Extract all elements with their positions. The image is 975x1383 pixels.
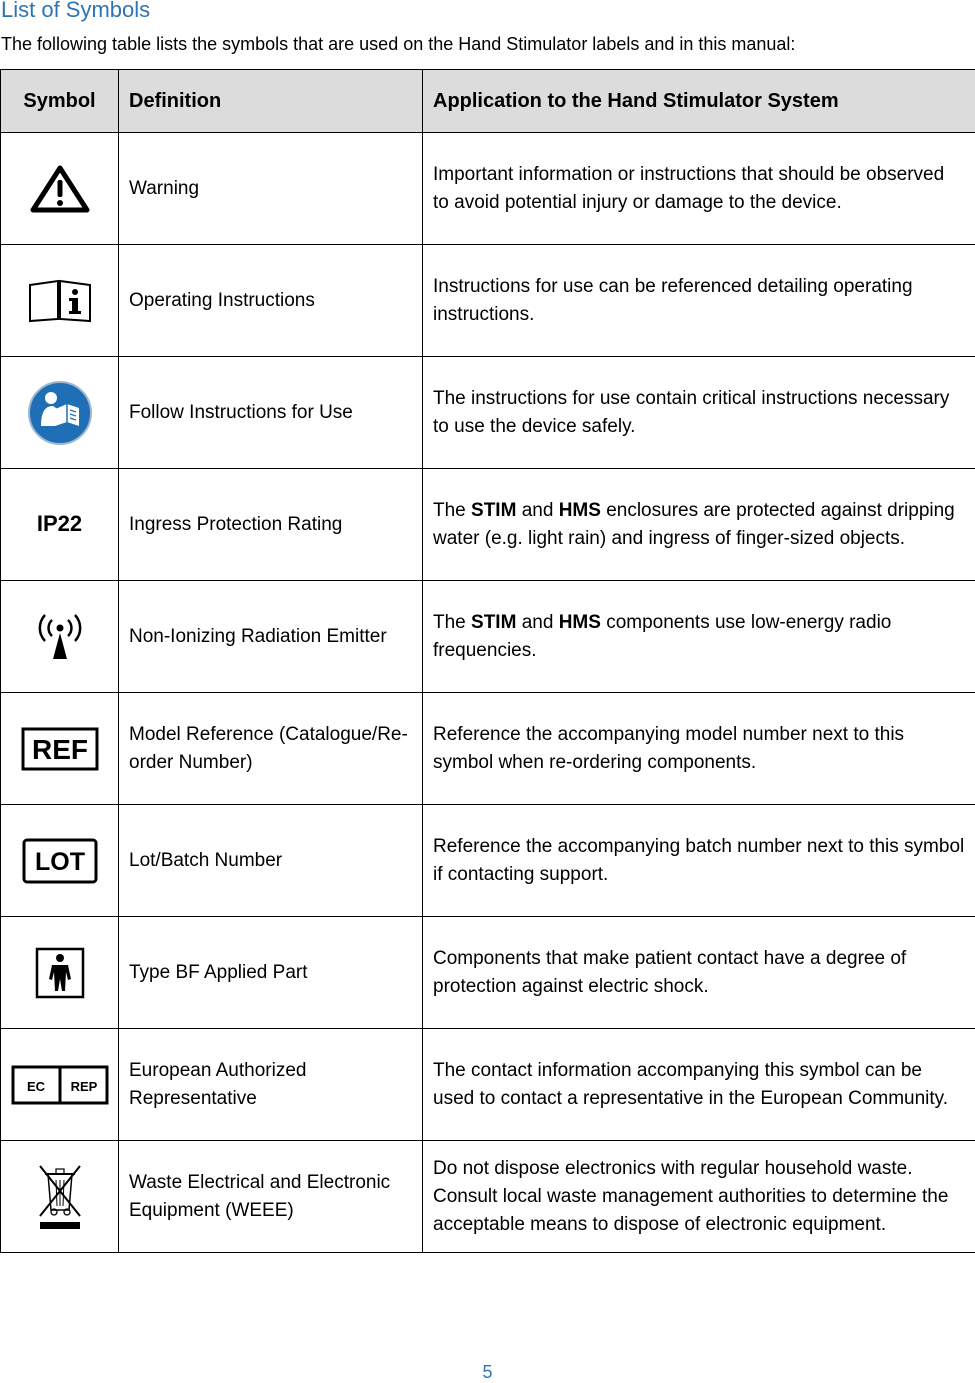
hms-label: HMS: [558, 611, 601, 633]
hms-label: HMS: [558, 499, 601, 521]
symbol-cell: [1, 469, 119, 581]
application-cell: Reference the accompanying batch number next to this symbol if contacting support.: [423, 805, 975, 917]
table-row: [1, 1029, 975, 1141]
definition-cell: Ingress Protection Rating: [119, 469, 423, 581]
application-text: The: [433, 499, 472, 521]
ref-icon: [21, 727, 99, 771]
symbol-cell: [1, 805, 119, 917]
application-text: and: [516, 611, 559, 633]
application-cell: Important information or instructions that should be observed to avoid potential injury or damage to the device.: [423, 133, 975, 245]
ip22-icon: IP22: [36, 510, 83, 536]
application-cell: The instructions for use contain critical instructions necessary to use the device safely.: [423, 357, 975, 469]
table-row: [1, 693, 975, 805]
application-cell: Do not dispose electronics with regular household waste. Consult local waste management authorities to determine the acceptable means to dispose of electronic equipment.: [423, 1141, 975, 1253]
intro-text: The following table lists the symbols that are used on the Hand Stimulator labels and in this manual:: [1, 34, 796, 54]
section-heading: List of Symbols: [1, 0, 151, 22]
header-symbol: Symbol: [1, 70, 119, 133]
table-row: [1, 1141, 975, 1253]
page-number: 5: [482, 1362, 493, 1382]
symbol-cell: [1, 245, 119, 357]
application-cell: Components that make patient contact have a degree of protection against electric shock.: [423, 917, 975, 1029]
symbol-cell: [1, 693, 119, 805]
application-cell: The contact information accompanying this symbol can be used to contact a representative in the European Community.: [423, 1029, 975, 1141]
table-row: [1, 245, 975, 357]
application-text: and: [516, 499, 559, 521]
application-text: enclosures are protected against dripping water (e.g. light rain) and ingress of finger-sized objects.: [433, 499, 955, 549]
definition-cell: Model Reference (Catalogue/Re-order Number): [119, 693, 423, 805]
application-text: The: [433, 611, 472, 633]
table-row: [1, 805, 975, 917]
application-text: components use low-energy radio frequencies.: [433, 611, 892, 661]
weee-bin-icon: [34, 1162, 86, 1232]
definition-cell: Lot/Batch Number: [119, 805, 423, 917]
definition-cell: European Authorized Representative: [119, 1029, 423, 1141]
stim-label: STIM: [471, 499, 517, 521]
symbols-table: [0, 69, 975, 1253]
definition-cell: Warning: [119, 133, 423, 245]
ec-rep-icon: [11, 1065, 109, 1105]
header-definition: Definition: [119, 70, 423, 133]
ec-rep-icon-left-text: EC: [26, 1078, 45, 1094]
ec-rep-icon-right-text: REP: [70, 1078, 97, 1094]
ref-icon-text: REF: [31, 733, 88, 765]
non-ionizing-radiation-icon: [30, 612, 90, 662]
table-row: [1, 469, 975, 581]
table-row: [1, 581, 975, 693]
symbol-cell: [1, 581, 119, 693]
definition-cell: Type BF Applied Part: [119, 917, 423, 1029]
definition-cell: Non-Ionizing Radiation Emitter: [119, 581, 423, 693]
symbol-cell: [1, 133, 119, 245]
warning-triangle-icon: [30, 164, 90, 214]
table-row: [1, 133, 975, 245]
operating-instructions-icon: [28, 279, 92, 323]
definition-cell: Operating Instructions: [119, 245, 423, 357]
definition-cell: Waste Electrical and Electronic Equipment (WEEE): [119, 1141, 423, 1253]
application-cell: Instructions for use can be referenced detailing operating instructions.: [423, 245, 975, 357]
table-row: [1, 917, 975, 1029]
stim-label: STIM: [471, 611, 517, 633]
application-cell: Reference the accompanying model number next to this symbol when re-ordering components.: [423, 693, 975, 805]
symbol-cell: [1, 917, 119, 1029]
symbol-cell: [1, 1141, 119, 1253]
type-bf-applied-part-icon: [35, 947, 85, 999]
lot-icon: [22, 838, 98, 884]
header-application: Application to the Hand Stimulator System: [423, 70, 975, 133]
symbol-cell: [1, 1029, 119, 1141]
application-cell: [423, 469, 975, 581]
table-row: [1, 357, 975, 469]
symbol-cell: [1, 357, 119, 469]
lot-icon-text: LOT: [34, 847, 85, 876]
definition-cell: Follow Instructions for Use: [119, 357, 423, 469]
follow-instructions-icon: [27, 380, 93, 446]
table-header-row: [1, 70, 975, 133]
application-cell: [423, 581, 975, 693]
